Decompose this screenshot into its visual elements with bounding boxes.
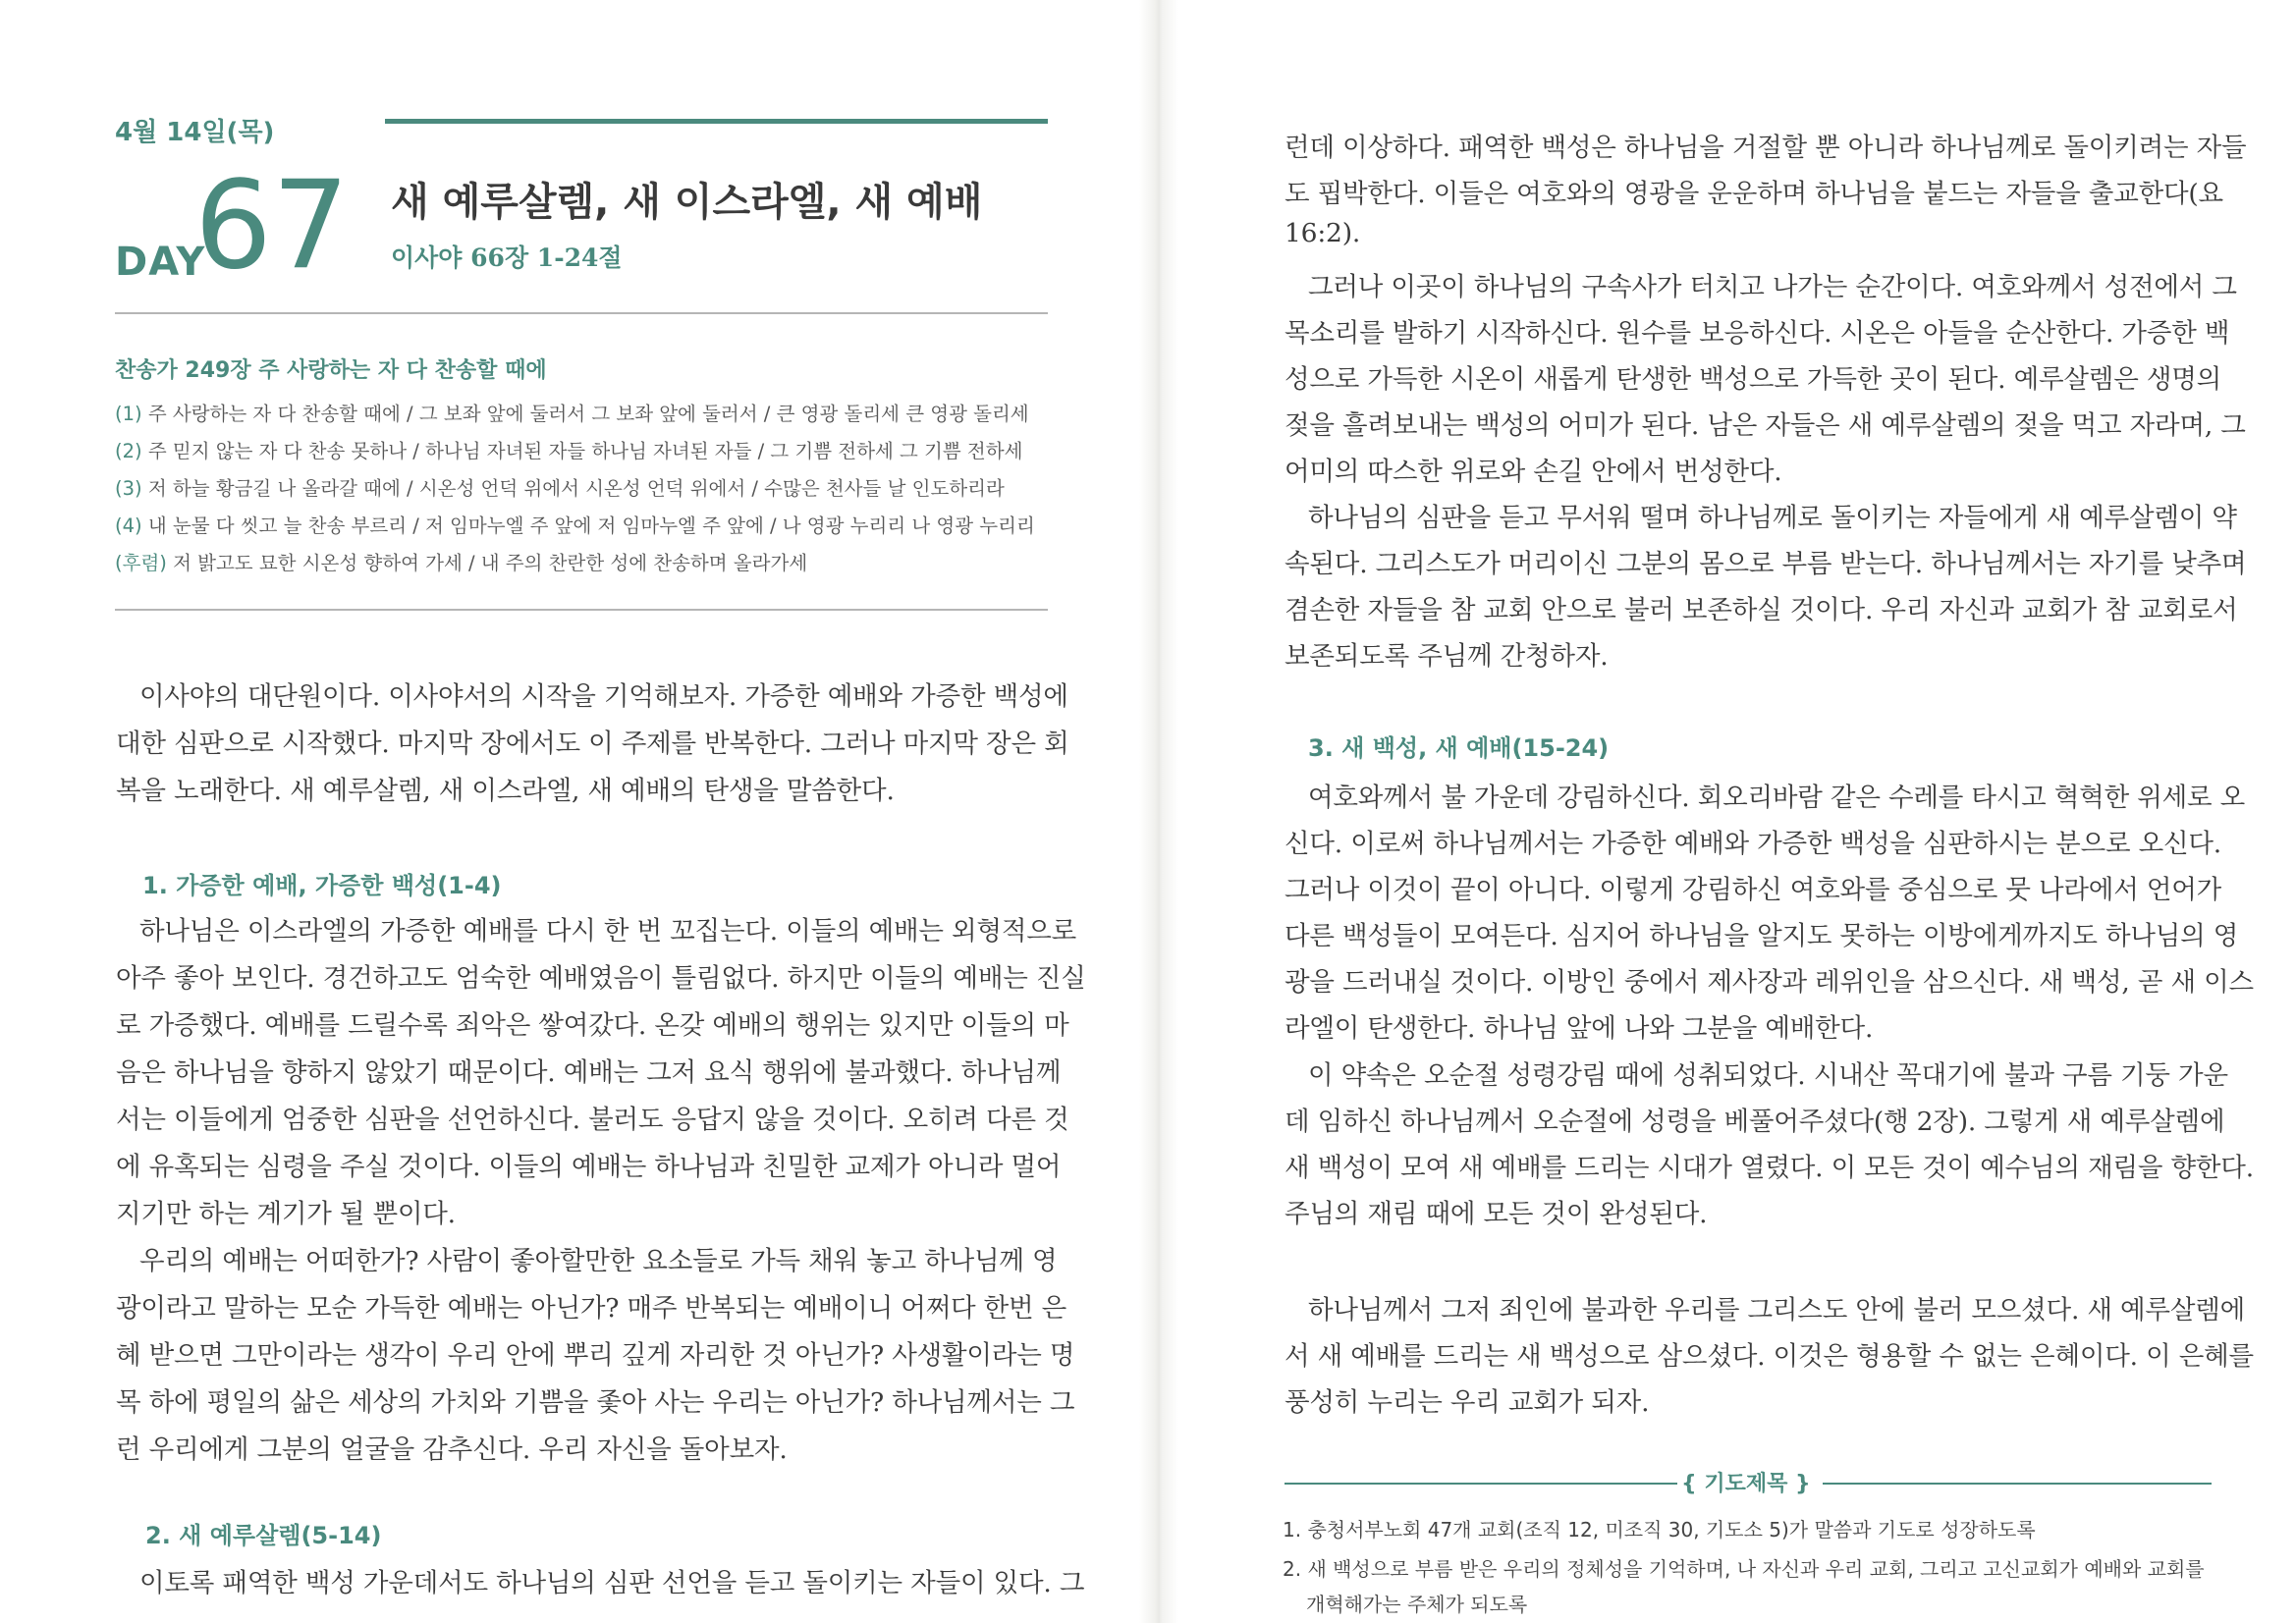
hymn-verse-text: 주 사랑하는 자 다 찬송할 때에 / 그 보좌 앞에 둘러서 그 보좌 앞에 둘러서 / 큰 영광 돌리세 큰 영광 돌리세 [141,403,1029,425]
hymn-verse-text: 저 밝고도 묘한 시온성 향하여 가세 / 내 주의 찬란한 성에 찬송하며 올라가세 [166,552,808,574]
day-number: 67 [194,155,350,297]
hymn-verse [115,511,1035,538]
prayer-rule-right [1823,1483,2212,1485]
prayer-rule-left [1285,1483,1677,1485]
paragraph-line: 새 백성이 모여 새 예배를 드리는 시대가 열렸다. 이 모든 것이 예수님의 재림을 향한다. [1285,1153,2254,1183]
paragraph-line: 주님의 재림 때에 모든 것이 완성된다. [1285,1199,1708,1229]
hymn-verse-number: (2) [115,440,142,462]
paragraph-line: 16:2). [1285,218,1361,248]
paragraph-line: 하나님은 이스라엘의 가증한 예배를 다시 한 번 꼬집는다. 이들의 예배는 외형적으로 [139,916,1077,947]
paragraph-line: 여호와께서 불 가운데 강림하신다. 회오리바람 같은 수레를 타시고 혁혁한 위세로 오 [1308,783,2246,813]
hymn-verse [115,436,1022,463]
divider [115,312,1048,314]
paragraph-line: 목 하에 평일의 삶은 세상의 가치와 기쁨을 좇아 사는 우리는 아닌가? 하나님께서는 그 [116,1387,1075,1418]
paragraph-line: 속된다. 그리스도가 머리이신 그분의 몸으로 부름 받는다. 하나님께서는 자기를 낮추며 [1285,549,2247,579]
header-rule [385,119,1048,124]
paragraph-line: 우리의 예배는 어떠한가? 사람이 좋아할만한 요소들로 가득 채워 놓고 하나님께 영 [139,1246,1058,1276]
hymn-verse-number: (3) [115,477,142,500]
date-label: 4월 14일(목) [115,118,275,147]
hymn-verse [115,548,807,575]
paragraph-line: 이토록 패역한 백성 가운데서도 하나님의 심판 선언을 듣고 돌이키는 자들이 있다. 그 [139,1568,1085,1598]
paragraph-line: 복을 노래한다. 새 예루살렘, 새 이스라엘, 새 예배의 탄생을 말씀한다. [116,776,895,806]
page-title: 새 예루살렘, 새 이스라엘, 새 예배 [391,180,983,225]
paragraph-line: 데 임하신 하나님께서 오순절에 성령을 베풀어주셨다(행 2장). 그렇게 새 예루살렘에 [1285,1107,2225,1137]
paragraph-line: 에 유혹되는 심령을 주실 것이다. 이들의 예배는 하나님과 친밀한 교제가 아니라 멀어 [116,1152,1062,1182]
paragraph-line: 광을 드러내실 것이다. 이방인 중에서 제사장과 레위인을 삼으신다. 새 백성, 곧 새 이스 [1285,967,2254,998]
hymn-verse-number: (4) [115,514,142,537]
paragraph-line: 혜 받으면 그만이라는 생각이 우리 안에 뿌리 깊게 자리한 것 아닌가? 사생활이라는 명 [116,1340,1075,1371]
hymn-verse-number: (후렴) [115,552,167,574]
hymn-verse-text: 내 눈물 다 씻고 늘 찬송 부르리 / 저 임마누엘 주 앞에 저 임마누엘 주 앞에 / 나 영광 누리리 나 영광 누리리 [141,514,1035,537]
paragraph-line: 겸손한 자들을 참 교회 안으로 불러 보존하실 것이다. 우리 자신과 교회가 참 교회로서 [1285,595,2238,625]
paragraph-line: 도 핍박한다. 이들은 여호와의 영광을 운운하며 하나님을 붙드는 자들을 출교한다(요 [1285,179,2223,209]
paragraph-line: 하나님께서 그저 죄인에 불과한 우리를 그리스도 안에 불러 모으셨다. 새 예루살렘에 [1308,1295,2246,1325]
section-heading: 3. 새 백성, 새 예배(15-24) [1308,734,1610,762]
paragraph-line: 대한 심판으로 시작했다. 마지막 장에서도 이 주제를 반복한다. 그러나 마지막 장은 회 [116,729,1069,759]
right-page [1149,0,2296,1623]
paragraph-line: 이사야의 대단원이다. 이사야서의 시작을 기억해보자. 가증한 예배와 가증한 백성에 [139,681,1068,712]
prayer-item: 1. 충청서부노회 47개 교회(조직 12, 미조직 30, 기도소 5)가 말씀과 기도로 성장하도록 [1283,1518,2036,1542]
paragraph-line: 보존되도록 주님께 간청하자. [1285,641,1609,672]
paragraph-line: 하나님의 심판을 듣고 무서워 떨며 하나님께로 돌이키는 자들에게 새 예루살렘이 약 [1308,503,2237,533]
paragraph-line: 어미의 따스한 위로와 손길 안에서 번성한다. [1285,457,1782,487]
paragraph-line: 로 가증했다. 예배를 드릴수록 죄악은 쌓여갔다. 온갖 예배의 행위는 있지만 이들의 마 [116,1010,1069,1041]
paragraph-line: 런데 이상하다. 패역한 백성은 하나님을 거절할 뿐 아니라 하나님께로 돌이키려는 자들 [1285,133,2247,163]
day-label: DAY [115,240,206,285]
paragraph-line: 이 약속은 오순절 성령강림 때에 성취되었다. 시내산 꼭대기에 불과 구름 기둥 가운 [1308,1060,2228,1091]
divider [115,609,1048,611]
paragraph-line: 광이라고 말하는 모순 가득한 예배는 아닌가? 매주 반복되는 예배이니 어쩌다 한번 은 [116,1293,1067,1324]
paragraph-line: 라엘이 탄생한다. 하나님 앞에 나와 그분을 예배한다. [1285,1013,1874,1044]
hymn-verse-text: 저 하늘 황금길 나 올라갈 때에 / 시온성 언덕 위에서 시온성 언덕 위에서 / 수많은 천사들 날 인도하리라 [141,477,1005,500]
paragraph-line: 그러나 이것이 끝이 아니다. 이렇게 강림하신 여호와를 중심으로 뭇 나라에서 언어가 [1285,875,2222,905]
section-heading: 1. 가증한 예배, 가증한 백성(1-4) [142,872,502,899]
paragraph-line: 서 새 예배를 드리는 새 백성으로 삼으셨다. 이것은 형용할 수 없는 은혜이다. 이 은혜를 [1285,1341,2254,1372]
paragraph-line: 풍성히 누리는 우리 교회가 되자. [1285,1387,1650,1418]
scripture-reference: 이사야 66장 1-24절 [391,243,623,272]
prayer-item: 2. 새 백성으로 부름 받은 우리의 정체성을 기억하며, 나 자신과 우리 교회, 그리고 고신교회가 예배와 교회를 [1283,1557,2205,1581]
paragraph-line: 목소리를 발하기 시작하신다. 원수를 보응하신다. 시온은 아들을 순산한다. 가증한 백 [1285,318,2230,349]
paragraph-line: 음은 하나님을 향하지 않았기 때문이다. 예배는 그저 요식 행위에 불과했다. 하나님께 [116,1057,1062,1088]
paragraph-line: 아주 좋아 보인다. 경건하고도 엄숙한 예배였음이 틀림없다. 하지만 이들의 예배는 진실 [116,963,1086,994]
hymn-verse-text: 주 믿지 않는 자 다 찬송 못하나 / 하나님 자녀된 자들 하나님 자녀된 자들 / 그 기쁨 전하세 그 기쁨 전하세 [141,440,1023,462]
paragraph-line: 신다. 이로써 하나님께서는 가증한 예배와 가증한 백성을 심판하시는 분으로 오신다. [1285,829,2222,859]
paragraph-line: 성으로 가득한 시온이 새롭게 탄생한 백성으로 가득한 곳이 된다. 예루살렘은 생명의 [1285,364,2222,395]
prayer-item: 개혁해가는 주체가 되도록 [1306,1593,1528,1616]
paragraph-line: 런 우리에게 그분의 얼굴을 감추신다. 우리 자신을 돌아보자. [116,1434,788,1465]
hymn-title: 찬송가 249장 주 사랑하는 자 다 찬송할 때에 [115,358,547,383]
section-heading: 2. 새 예루살렘(5-14) [145,1522,382,1549]
hymn-verse-number: (1) [115,403,142,425]
paragraph-line: 지기만 하는 계기가 될 뿐이다. [116,1199,456,1229]
paragraph-line: 다른 백성들이 모여든다. 심지어 하나님을 알지도 못하는 이방에게까지도 하나님의 영 [1285,921,2239,951]
prayer-heading: { 기도제목 } [1681,1472,1811,1496]
hymn-verse [115,399,1029,426]
hymn-verse [115,473,1005,501]
paragraph-line: 서는 이들에게 엄중한 심판을 선언하신다. 불러도 응답지 않을 것이다. 오히려 다른 것 [116,1105,1069,1135]
paragraph-line: 그러나 이곳이 하나님의 구속사가 터치고 나가는 순간이다. 여호와께서 성전에서 그 [1308,272,2237,302]
paragraph-line: 젖을 흘려보내는 백성의 어미가 된다. 남은 자들은 새 예루살렘의 젖을 먹고 자라며, 그 [1285,410,2246,441]
